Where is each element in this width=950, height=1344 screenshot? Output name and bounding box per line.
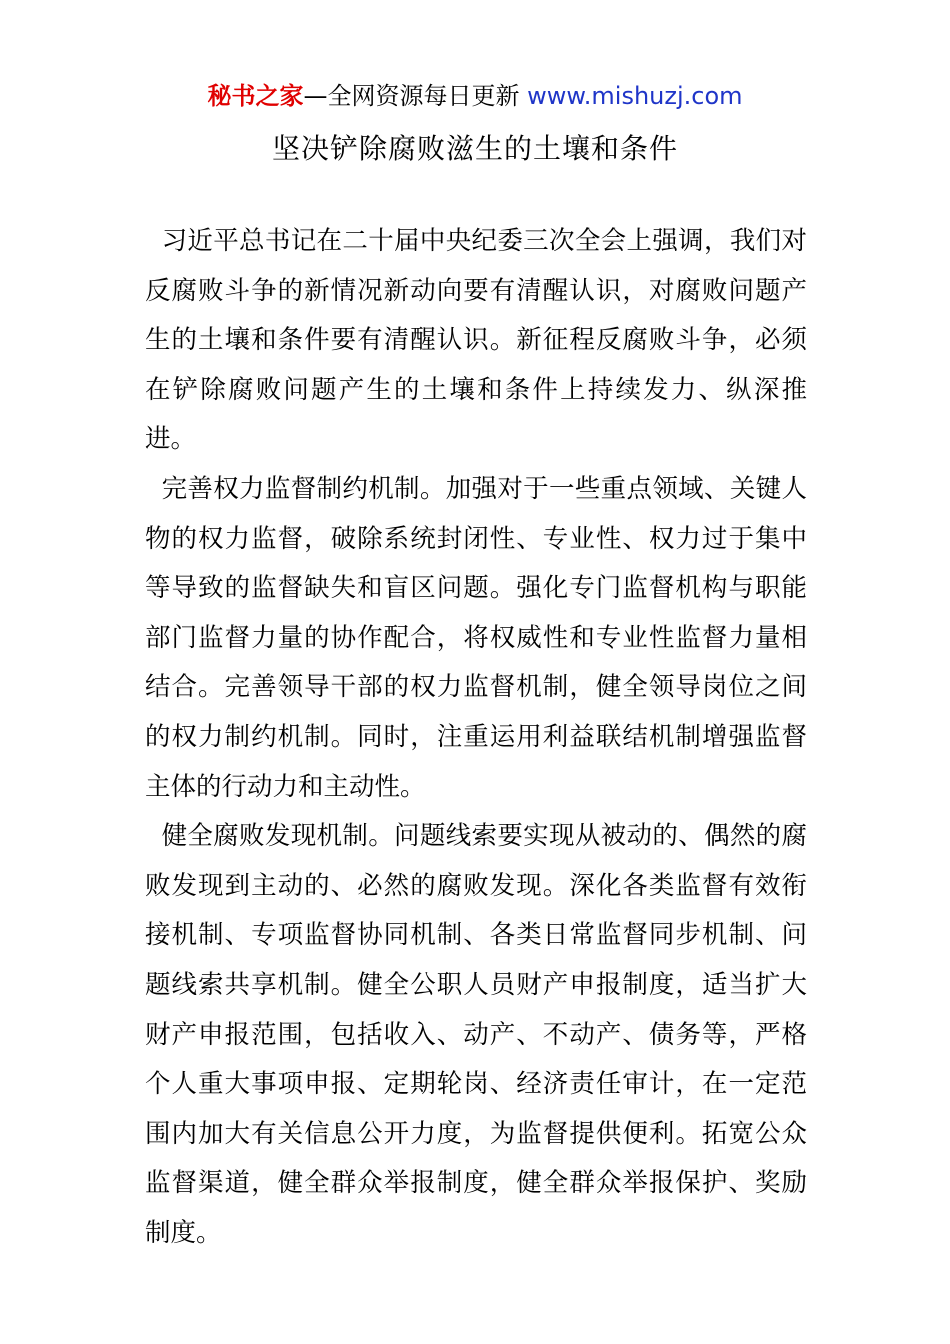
- site-url: www.mishuzj.com: [519, 82, 743, 110]
- paragraph: 完善权力监督制约机制。加强对于一些重点领域、关键人物的权力监督，破除系统封闭性、专业性、权力过于集中等导致的监督缺失和盲区问题。强化专门监督机构与职能部门监督力量的协作配合，将权威性和专业性监督力量相结合。完善领导干部的权力监督机制，健全领导岗位之间的权力制约机制。同时，注重运用利益联结机制增强监督主体的行动力和主动性。: [145, 473, 807, 802]
- paragraph: 习近平总书记在二十届中央纪委三次全会上强调，我们对反腐败斗争的新情况新动向要有清醒认识，对腐败问题产生的土壤和条件要有清醒认识。新征程反腐败斗争，必须在铲除腐败问题产生的土壤和条件上持续发力、纵深推进。: [145, 226, 807, 455]
- paragraph: 健全腐败发现机制。问题线索要实现从被动的、偶然的腐败发现到主动的、必然的腐败发现。深化各类监督有效衔接机制、专项监督协同机制、各类日常监督同步机制、问题线索共享机制。健全公职人员财产申报制度，适当扩大财产申报范围，包括收入、动产、不动产、债务等，严格个人重大事项申报、定期轮岗、经济责任审计，在一定范围内加大有关信息公开力度，为监督提供便利。拓宽公众监督渠道，健全群众举报制度，健全群众举报保护、奖励制度。: [145, 821, 807, 1248]
- site-header: [0, 80, 950, 112]
- document-body: [145, 217, 807, 1258]
- site-name: 秘书之家: [207, 82, 304, 110]
- site-tagline: —全网资源每日更新: [303, 82, 520, 110]
- document-title: 坚决铲除腐败滋生的土壤和条件: [271, 132, 678, 165]
